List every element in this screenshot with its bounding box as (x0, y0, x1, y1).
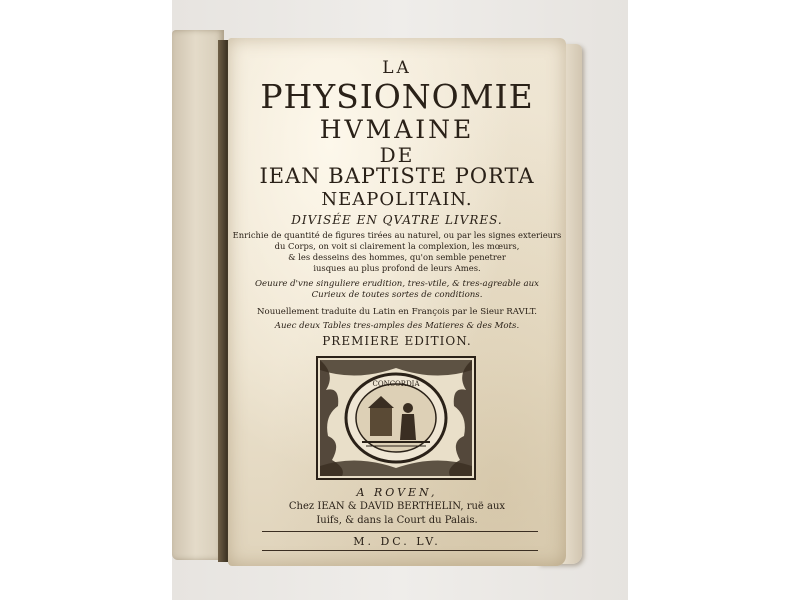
date-rule-bottom (262, 550, 538, 551)
imprint-printers: Chez IEAN & DAVID BERTHELIN, ruë aux (288, 501, 506, 512)
date-rule-top (262, 531, 538, 532)
oeuvre-line: Curieux de toutes sortes de conditions. (311, 290, 483, 300)
author-origin: NEAPOLITAIN. (321, 189, 473, 210)
edition-line: PREMIERE EDITION. (322, 334, 472, 348)
title-article: LA (382, 58, 412, 78)
description-line: & les desseins des hommes, qu'on semble penetrer (288, 252, 506, 262)
title-page (228, 38, 566, 566)
oeuvre-line: Oeuure d'vne singuliere erudition, tres-vtile, & tres-agreable aux (255, 279, 539, 289)
back-cover-board (172, 30, 224, 560)
book-title-humaine: HVMAINE (319, 115, 475, 144)
imprint-city: A ROVEN, (356, 486, 438, 499)
book-title: PHYSIONOMIE (260, 77, 534, 116)
title-de: DE (379, 143, 415, 167)
printers-mark-motto: CONCORDIA (372, 380, 420, 388)
publication-date: M. DC. LV. (353, 535, 441, 548)
divisions-line: DIVISÉE EN QVATRE LIVRES. (291, 213, 503, 227)
author-name: IEAN BAPTISTE PORTA (259, 164, 535, 188)
printers-mark-woodcut (316, 356, 476, 480)
description-line: iusques au plus profond de leurs Ames. (313, 263, 481, 273)
description-line: du Corps, on voit si clairement la complexion, les mœurs, (274, 241, 520, 251)
description-line: Enrichie de quantité de figures tirées au naturel, ou par les signes exterieurs (232, 230, 562, 240)
imprint-address: Iuifs, & dans la Court du Palais. (316, 515, 478, 526)
tables-line: Auec deux Tables tres-amples des Matieres & des Mots. (274, 321, 520, 331)
translation-line: Nouuellement traduite du Latin en François par le Sieur RAVLT. (257, 307, 537, 317)
